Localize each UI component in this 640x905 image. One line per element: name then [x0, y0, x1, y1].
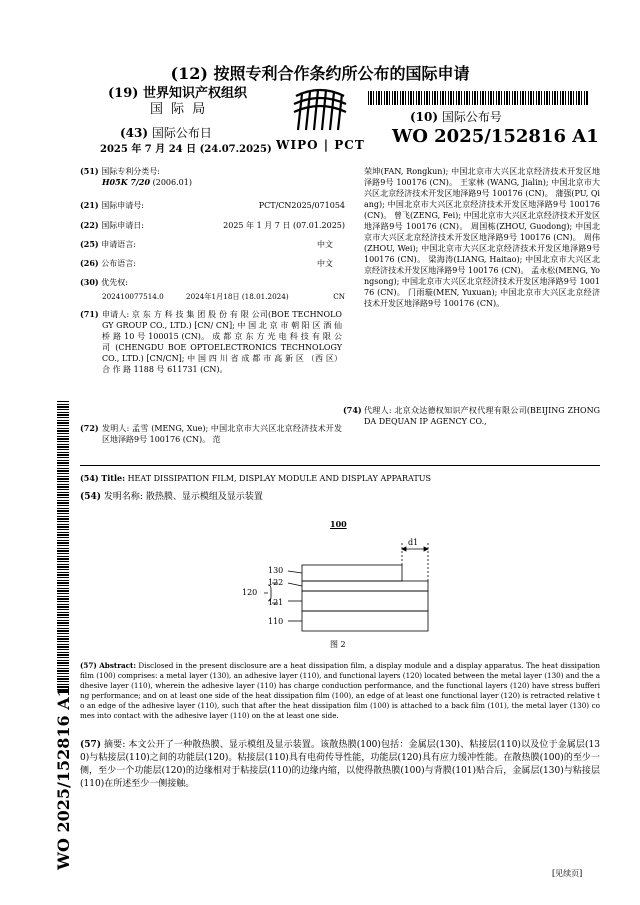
figure-ref-120: 120 [242, 588, 258, 597]
figure-caption: 图 2 [330, 640, 346, 649]
org-name: 世界知识产权组织 [142, 86, 247, 101]
layer-121 [302, 591, 428, 611]
section-divider [80, 465, 600, 466]
priority-row [102, 292, 345, 302]
abstract-zh [80, 739, 600, 791]
field-30-label: 优先权: [101, 278, 128, 287]
priority-country: CN [333, 292, 345, 301]
field-71-applicants: 申请人: 京 东 方 科 技 集 团 股 份 有 限 公司(BOE TECHNOLOGY GROUP CO., LTD.) [CN/ CN]; 中 国 北 京 市 朝 阳 区 酒 仙 桥 路 10 号 100015 (CN)。 成 都 京 东 方 光 电 科 技 有 限 公 司 (CHENGDU BOE OPTOELECTRONICS TECHNOLOGY CO., LTD.) [CN/CN]; 中 国 四 川 省 成 都 市 高 新 区 （西 区） 合 作 路 1188 号 611731 (CN)。 [102, 310, 342, 374]
pubno-value: WO 2025/152816 A1 [392, 126, 599, 147]
field-26-code: (26) [80, 258, 99, 268]
field-21 [80, 200, 345, 211]
title-zh-code: (54) [80, 492, 102, 502]
pubdate-label: 国际公布日 [151, 126, 212, 140]
field-71-code: (71) [80, 309, 99, 319]
header-barcode [368, 91, 588, 105]
abstract-zh-label: 摘要: [104, 740, 126, 750]
field-25-code: (25) [80, 239, 99, 249]
field-72-inventors: 发明人: 孟雪 (MENG, Xue); 中国北京市大兴区北京经济技术开发区地泽路9号 100176 (CN)。 范 [102, 424, 342, 444]
abstract-en [80, 661, 600, 721]
field-22-value: 2025 年 1 月 7 日 (07.01.2025) [223, 221, 345, 230]
abstract-zh-text: 本文公开了一种散热膜、显示模组及显示装置。该散热膜(100)包括：金属层(130)、粘接层(110)以及位于金属层(130)与粘接层(110)之间的功能层(120)。粘接层(110)具有电荷传导性能，功能层(120)具有应力缓冲性能。在散热膜(100)的至少一侧，至少一个功能层(120)的边缘相对于粘接层(110)的边缘内缩，以使得散热膜(100)与背膜(101)贴合后，金属层(130)与粘接层(110)在所述至少一侧接触。 [80, 740, 600, 789]
abstract-en-text: Disclosed in the present disclosure are a heat dissipation film, a display module and a display apparatus. The heat dissipation film (100) comprises: a metal layer (130), an adhesive layer (110), and functional layers (120) located between the metal layer (130) and the adhesive layer (110), wherein the adhesive layer (110) has charge conduction performance, and the functional layers (120) have stress buffering performance; and on at least one side of the heat dissipation film (100), an edge of at least one functional layer (120) is retracted relative to an edge of the adhesive layer (110), such that after the heat dissipation film (100) is attached to a back film (101), the metal layer (130) comes into contact with the adhesive layer (110) on the at least one side. [80, 661, 600, 720]
layer-110 [302, 611, 428, 631]
field-74-code: (74) [343, 405, 362, 415]
field-51-code: (51) [80, 166, 99, 176]
figure-ref-110: 110 [268, 617, 284, 626]
title-zh-label: 发明名称: [103, 492, 143, 502]
field-25-value: 中文 [317, 240, 333, 249]
field-51-version: (2006.01) [152, 178, 192, 187]
field-25-label: 申请语言: [101, 240, 136, 249]
org-header [108, 86, 247, 102]
abstract-en-code: (57) [80, 661, 97, 670]
field-30 [80, 277, 345, 288]
priority-date: 2024年1月18日 (18.01.2024) [186, 292, 289, 301]
document-title: (12) 按照专利合作条约所公布的国际申请 [170, 64, 470, 83]
field-26-label: 公布语言: [101, 259, 136, 268]
title-zh [80, 491, 600, 503]
org-code: (19) [108, 86, 139, 101]
field-22-code: (22) [80, 220, 99, 230]
figure-ref-100: 100 [330, 519, 347, 529]
pubdate-code: (43) [120, 126, 149, 140]
field-51-label: 国际专利分类号: [101, 167, 160, 176]
side-publication-number: WO 2025/152816 A1 [54, 686, 73, 870]
priority-number: 202410077514.0 [102, 292, 164, 301]
figure-ref-d1: d1 [408, 538, 419, 547]
field-21-code: (21) [80, 200, 99, 210]
layer-122 [302, 581, 428, 591]
field-22 [80, 220, 345, 231]
title-en-value: HEAT DISSIPATION FILM, DISPLAY MODULE AND DISPLAY APPARATUS [127, 474, 431, 483]
figure-ref-122: 122 [268, 578, 284, 587]
pubdate-value: 2025 年 7 月 24 日 (24.07.2025) [100, 144, 272, 155]
title-en [80, 473, 600, 484]
continued-marker: [见续页] [552, 869, 583, 878]
field-22-label: 国际申请日: [101, 221, 144, 230]
pubdate-header [120, 126, 212, 141]
figure-ref-121: 121 [268, 598, 284, 607]
title-zh-value: 散热膜、显示模组及显示装置 [145, 492, 263, 502]
field-21-value: PCT/CN2025/071054 [258, 201, 345, 210]
field-74-agent: 代理人: 北京众达德权知识产权代理有限公司(BEIJING ZHONGDA DEQUAN IP AGENCY CO., [364, 406, 600, 426]
figure-ref-130: 130 [268, 566, 284, 575]
field-26 [80, 258, 345, 269]
abstract-en-label: Abstract: [99, 661, 136, 670]
layer-130 [302, 565, 402, 581]
field-51-class: H05K 7/20 [102, 177, 151, 187]
wipo-emblem [290, 86, 350, 136]
field-26-value: 中文 [317, 259, 333, 268]
field-25 [80, 239, 345, 250]
field-51 [80, 166, 345, 188]
inventors-continued: 荣坤(FAN, Rongkun); 中国北京市大兴区北京经济技术开发区地泽路9号 100176 (CN)。 王家林 (WANG, Jialin); 中国北京市大兴区北京经济技术开发区地泽路9号 100176 (CN)。 蒲强(PU, Qiang); 中国北京市大兴区北京经济技术开发区地泽路9号 100176 (CN)。 曾飞(ZENG, Fei); 中国北京市大兴区北京经济技术开发区地泽路9号 100176 (CN)。 周国栋(ZHOU, Guodong); 中国北京市大兴区北京经济技术开发区地泽路9号 100176 (CN)。 周伟(ZHOU, Wei); 中国北京市大兴区北京经济技术开发区地泽路9号 100176 (CN)。 梁海涛(LIANG, Haitao); 中国北京市大兴区北京经济技术开发区地泽路9号 100176 (CN)。 孟永松(MENG, Yongsong); 中国北京市大兴区北京经济技术开发区地泽路9号 100176 (CN)。 门雨璇(MEN, Yuxuan); 中国北京市大兴区北京经济技术开发区地泽路9号 100176 (CN)。 [364, 167, 600, 308]
field-30-code: (30) [80, 277, 99, 287]
abstract-zh-code: (57) [80, 740, 102, 750]
org-sub: 国 际 局 [150, 102, 208, 117]
title-en-code: (54) [80, 473, 99, 483]
side-barcode [57, 400, 69, 690]
wipo-logo-text: WIPO | PCT [276, 138, 365, 152]
title-en-label: Title: [101, 473, 126, 483]
layer-diagram [230, 515, 450, 655]
pubno-label: 国际公布号 [441, 110, 502, 124]
field-21-label: 国际申请号: [101, 201, 144, 210]
field-72-code: (72) [80, 423, 99, 433]
pubno-header [410, 110, 502, 125]
wipo-emblem-icon [290, 86, 350, 136]
pubno-code: (10) [410, 110, 439, 124]
figure-2 [230, 515, 450, 655]
